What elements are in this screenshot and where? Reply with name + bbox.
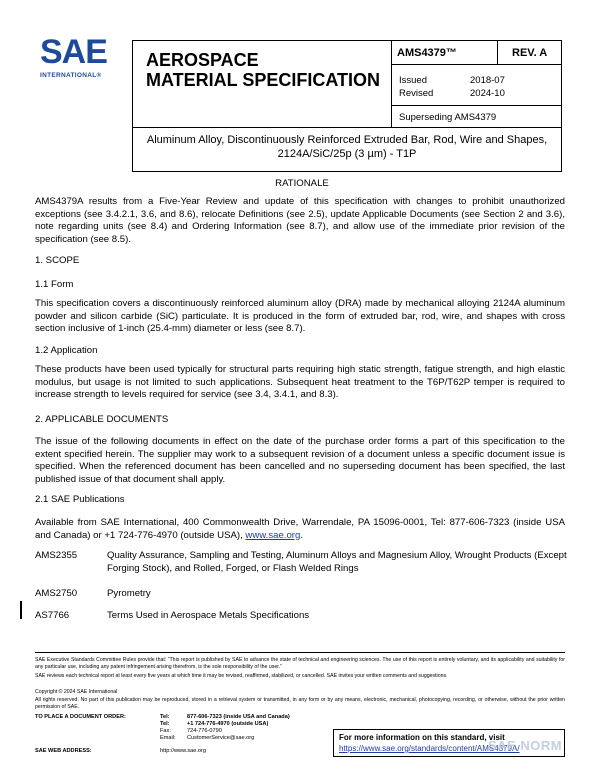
fax-label: Fax: [160,728,171,734]
rationale-text: AMS4379A results from a Five-Year Review and update of this specification with changes to prohibit unauthorized exceptions (see 3.4.2.1, 3.6, and 8.6), relocate Definitions (see 2.5), update Applicable Documents (see Section 2 and 3.6), note regarding units (see 8.4) and Ordering Information (see 8.7), and allow use of the immediate prior revision of the specification (see 8.5). [35,196,565,245]
footer-rules-note: SAE Executive Standards Committee Rules provide that: “This report is published by SAE to advance the state of technical and engineering sciences. The use of this report is entirely voluntary, and its applicability and suitability for any particular use, including any patent infringement arising therefrom, is the sole responsibility of the user.” [35,657,565,670]
fax-value: 724-776-0790 [187,728,222,734]
tel2-label: Tel: [160,721,170,727]
title-line2: 2124A/SiC/25p (3 µm) - T1P [277,148,417,160]
document-id: AMS4379™ [397,47,457,59]
watermark: SAE NORM [488,738,563,753]
sae-logo: SAE [40,33,107,71]
ref-text-ams2355: Quality Assurance, Sampling and Testing, Aluminum Alloys and Magnesium Alloy, Wrought Products (Except Forging Stock), and Rolled, Forged, or Flash Welded Rings [107,550,567,574]
issued-date: 2018-07 [470,75,505,86]
ref-code-ams2750: AMS2750 [35,588,78,599]
change-bar [20,601,22,619]
tel1-value: 877-606-7323 (inside USA and Canada) [187,714,290,720]
header-divider [391,40,392,128]
revised-date: 2024-10 [470,88,505,99]
more-info-heading: For more information on this standard, visit [339,733,505,742]
section-2-1-text: Available from SAE International, 400 Commonwealth Drive, Warrendale, PA 15096-0001, Tel: 877-606-7323 (inside USA and Canada) or +1 724-776-4970 (outside USA), www.sae.org. [35,517,565,541]
footer-review-note: SAE reviews each technical report at least every five years at which time it may be revised, reaffirmed, stabilized, or cancelled. SAE invites your written comments and suggestions. [35,673,448,679]
tel1-label: Tel: [160,714,170,720]
header-divider [391,64,562,65]
section-2-1-heading: 2.1 SAE Publications [35,494,125,505]
order-label: TO PLACE A DOCUMENT ORDER: [35,714,126,720]
footer-rights: All rights reserved. No part of this publication may be reproduced, stored in a retrieval system or transmitted, in any form or by any means, electronic, mechanical, photocopying, recording, or otherwise, without the prior written permission of SAE. [35,697,565,710]
superseding-note: Superseding AMS4379 [399,112,497,123]
spec-type-line1: AEROSPACE [146,50,259,70]
web-value[interactable]: http://www.sae.org [160,748,207,754]
issued-label: Issued [399,75,427,86]
section-1-1-text: This specification covers a discontinuously reinforced aluminum alloy (DRA) made by mechanical alloying 2124A aluminum powder and silicon carbide (SiC) particulate. It is produced in the form of extruded bar, rod, wire, and shapes with cross section inclusive of 1-inch (25.4-mm) diameter or less (see 8.7). [35,298,565,335]
section-2-text: The issue of the following documents in effect on the date of the purchase order forms a part of this specification to the extent specified herein. The supplier may work to a subsequent revision of a document unless a specific document issue is specified. When the referenced document has been cancelled and no superseding document has been specified, the last published issue of that document shall apply. [35,436,565,485]
footer-rule [35,652,565,653]
revision-label: REV. A [512,47,548,59]
revised-label: Revised [399,88,434,99]
tel2-value: +1 724-776-4970 (outside USA) [187,721,269,727]
rationale-heading: RATIONALE [275,178,329,189]
header-divider [497,40,498,65]
section-2-heading: 2. APPLICABLE DOCUMENTS [35,414,169,425]
section-1-heading: 1. SCOPE [35,255,80,266]
email-label: Email: [160,735,176,741]
header-divider [391,105,562,106]
section-1-2-heading: 1.2 Application [35,345,98,356]
section-1-1-heading: 1.1 Form [35,279,74,290]
spec-type-line2: MATERIAL SPECIFICATION [146,70,380,90]
spec-type-title [146,50,380,90]
ref-code-ams2355: AMS2355 [35,550,78,561]
web-label: SAE WEB ADDRESS: [35,748,92,754]
ref-text-as7766: Terms Used in Aerospace Metals Specifications [107,610,310,621]
section-2-1-body: Available from SAE International, 400 Commonwealth Drive, Warrendale, PA 15096-0001, Tel: 877-606-7323 (inside USA and Canada) or +1 724-776-4970 (outside USA), [35,517,565,541]
document-title [140,133,554,161]
standard-page-link[interactable]: https://www.sae.org/standards/content/AMS4379A/ [339,744,520,753]
email-value[interactable]: CustomerService@sae.org [187,735,255,741]
title-line1: Aluminum Alloy, Discontinuously Reinforced Extruded Bar, Rod, Wire and Shapes, [146,134,548,146]
sae-website-link[interactable]: www.sae.org [245,529,301,541]
footer-copyright: Copyright © 2024 SAE International [35,689,118,695]
sae-logo-subtitle: INTERNATIONAL® [40,72,102,79]
section-1-2-text: These products have been used typically for structural parts requiring high static strength, fatigue strength, and high elastic modulus, but usage is not limited to such applications. Subsequent heat treatment to the T6P/T62P temper is required to increase strength to levels required for service (see 3.4, 3.4.1, and 8.3). [35,364,565,401]
ref-code-as7766: AS7766 [35,610,70,621]
ref-text-ams2750: Pyrometry [107,588,151,599]
